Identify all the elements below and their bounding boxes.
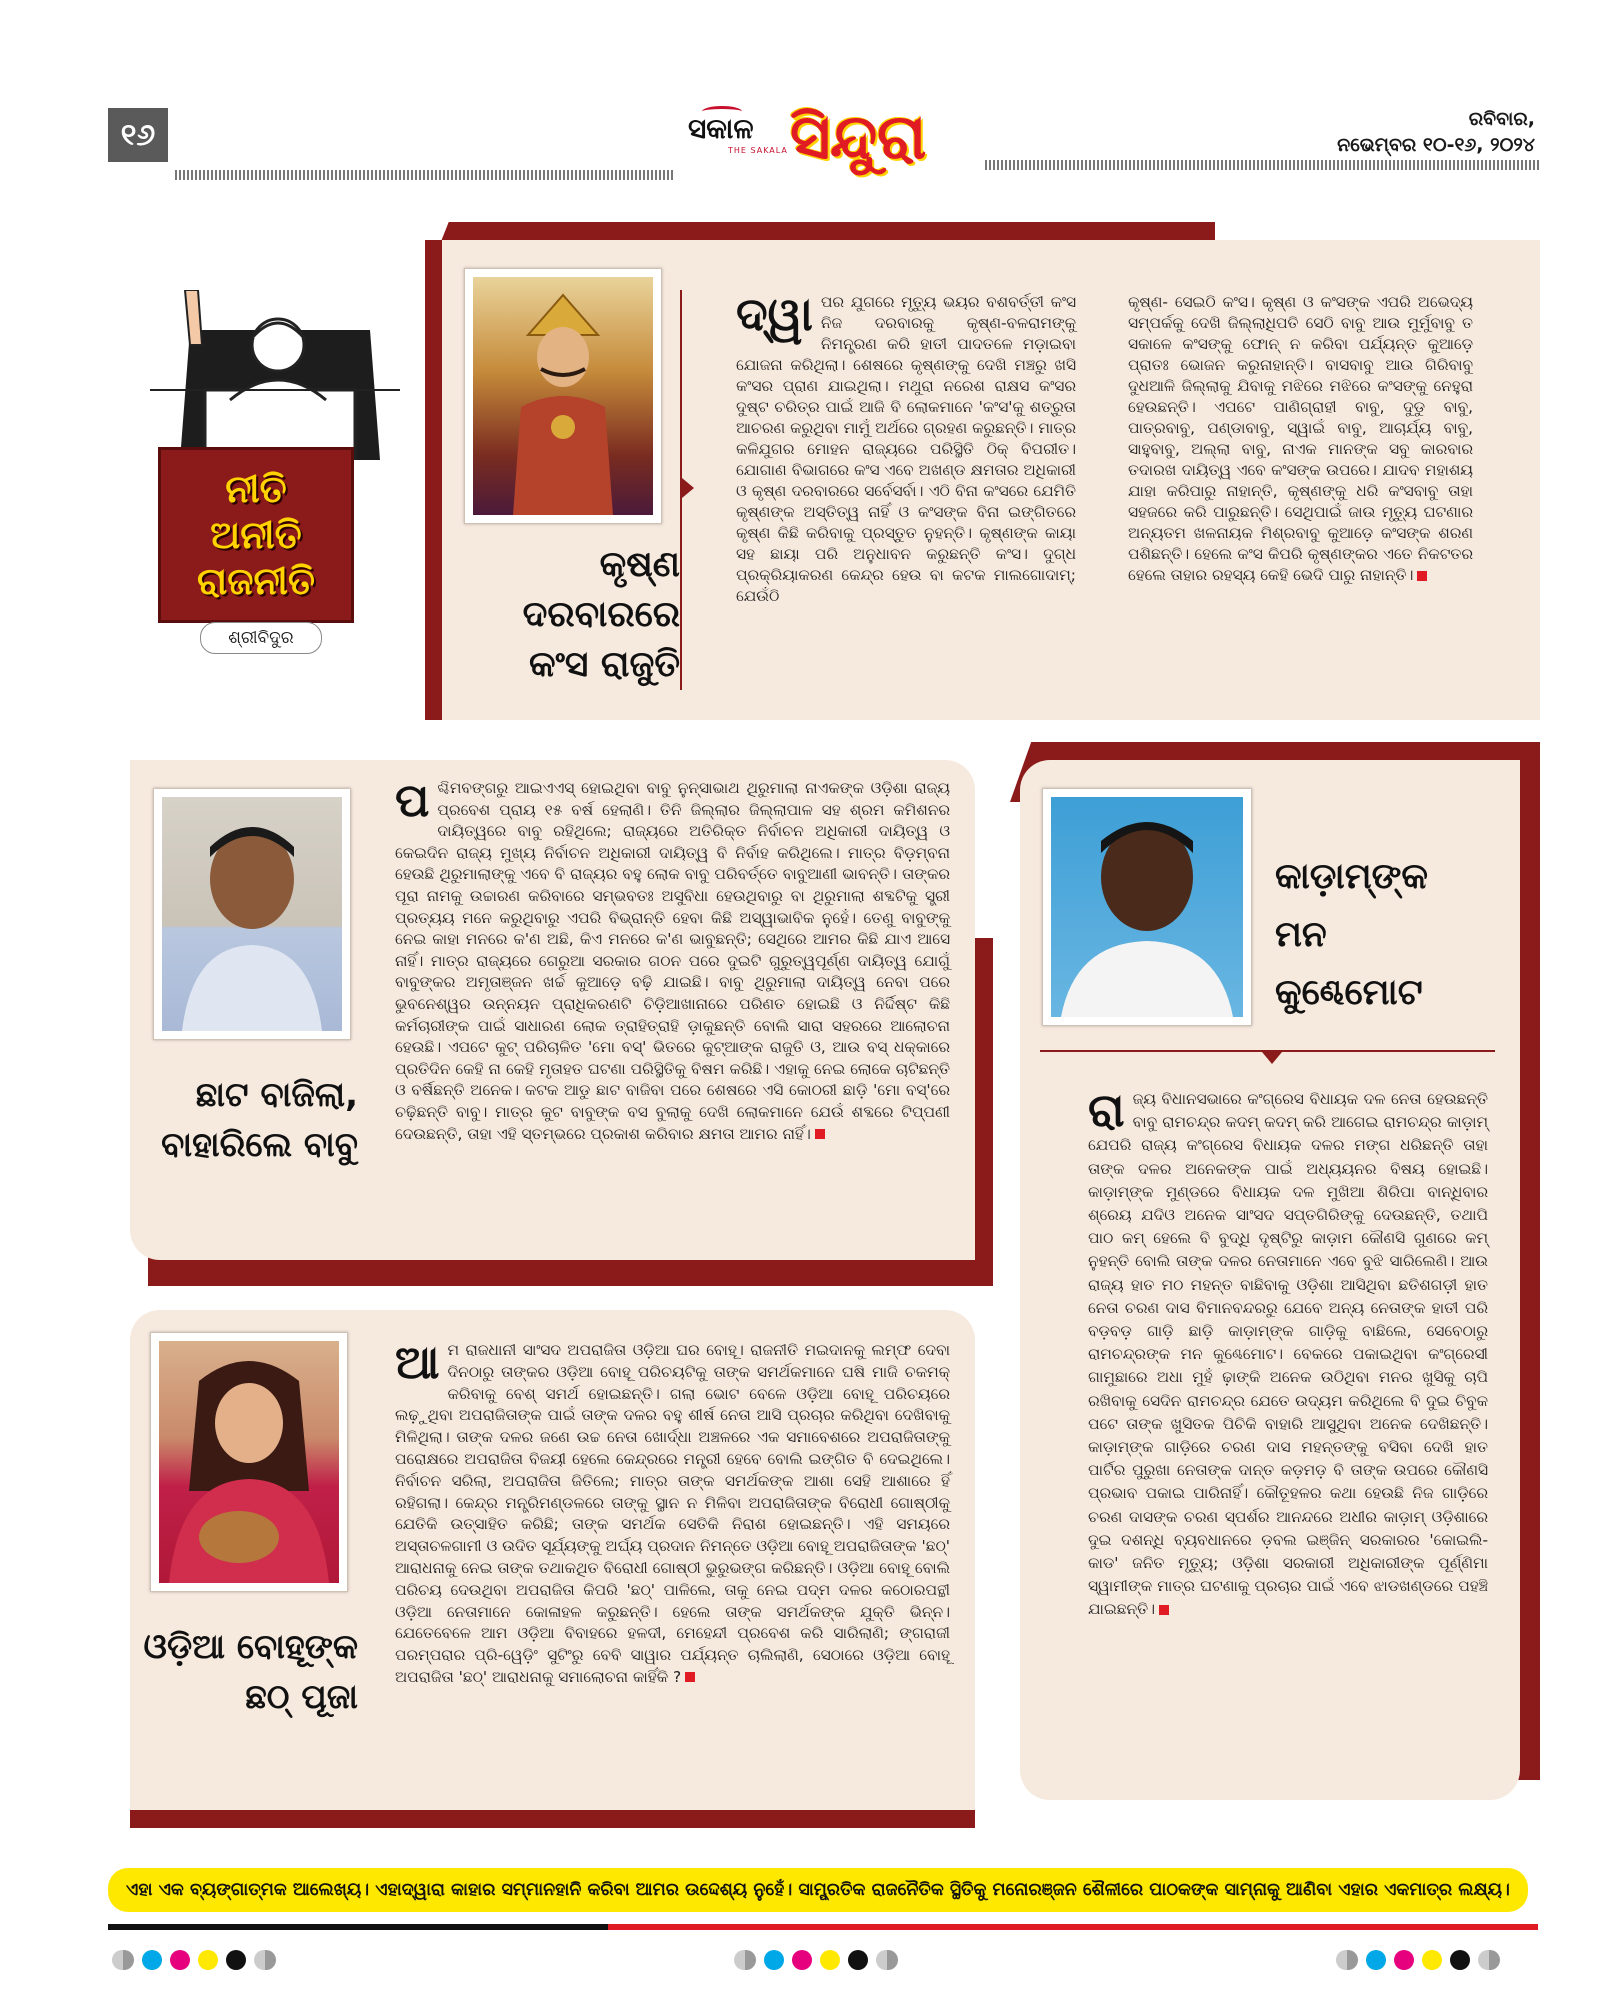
registration-marks <box>112 1950 276 1970</box>
thirumala-portrait-photo <box>153 788 351 1040</box>
panel-accent <box>1518 760 1540 1780</box>
end-mark <box>1159 1605 1169 1615</box>
column-logo <box>158 447 354 623</box>
person-figure-icon <box>1051 797 1243 1017</box>
end-mark <box>685 1672 695 1682</box>
person-figure-icon <box>162 797 342 1031</box>
column-logo-line: ଅନୀତି <box>210 513 302 557</box>
dropcap: ଆ <box>395 1335 440 1389</box>
kadam-portrait-photo <box>1042 788 1252 1026</box>
politician-podium-icon <box>150 290 400 460</box>
person-figure-icon <box>159 1341 339 1583</box>
article-krushna-col2: କୃଷ୍ଣ- ସେଇଠି କଂସ। କୃଷ୍ଣ ଓ କଂସଙ୍କ ଏପରି ଅଭେଦ୍ୟ ସମ୍ପର୍କକୁ ଦେଖି ଜିଲ୍ଲାଧିପତି ସେଠି ବାବୁ ଆଉ ମୁର୍ମୁବାବୁ ତ ସକାଳେ କଂସଙ୍କୁ ଫୋନ୍ ନ କରିବା ପର୍ଯ୍ୟନ୍ତ କୁଆଡ଼େ ପ୍ରାତଃ ଭୋଜନ କରୁନାହାନ୍ତି। ବାସବାବୁ ଆଉ ଗିରିବାବୁ ଦୁଧଆଳି ଜିଲ୍ଲାକୁ ଯିବାକୁ ମଝିରେ ମଝିରେ କଂସଙ୍କୁ ନେହୁରା ହେଉଛନ୍ତି। ଏପଟେ ପାଣିଗ୍ରାହୀ ବାବୁ, ଦୁଡୁ ବାବୁ, ପାତ୍ରବାବୁ, ପଣ୍ଡାବାବୁ, ସ୍ୱାଇଁ ବାବୁ, ଆଚାର୍ଯ୍ୟ ବାବୁ, ସାହୁବାବୁ, ଅଲ୍ଲା ବାବୁ, ନାଏକ ମାନଙ୍କ ସବୁ କାରବାର ତଦାରଖ ଦାୟିତ୍ୱ ଏବେ କଂସଙ୍କ ଉପରେ। ଯାଦବ ମହାଶୟ ଯାହା କରିପାରୁ ନାହାନ୍ତି, କୃଷ୍ଣଙ୍କୁ ଧରି କଂସବାବୁ ତାହା ସହଜରେ କରି ପାରୁଛନ୍ତି। ସେଥିପାଇଁ ଜାଉ ମୃତ୍ୟୁ ଘଟଣାର ଅନ୍ୟତମ ଖଳନାୟକ ମିଶ୍ରବାବୁ କୁଆଡ଼େ କଂସଙ୍କ ଶରଣ ପଶିଛନ୍ତି। ହେଲେ କଂସ କିପରି କୃଷ୍ଣଙ୍କର ଏତେ ନିକଟତର ହେଲେ ତାହାର ରହସ୍ୟ କେହି ଭେଦି ପାରୁ ନାହାନ୍ତି। <box>1128 293 1473 584</box>
page-number: ୧୬ <box>108 108 168 162</box>
end-mark <box>1417 571 1427 581</box>
brand-primary: ସକାଳ <box>688 112 754 146</box>
article-krushna-col1: ଦ୍ୱା ପର ଯୁଗରେ ମୃତ୍ୟୁ ଭୟର ବଶବର୍ତ୍ତୀ କଂସ ନିଜ ଦରବାରକୁ କୃଷ୍ଣ-ବଳରାମଙ୍କୁ ନିମନ୍ତ୍ରଣ କରି ହାତୀ ପାଦତଳେ ମଡ଼ାଇବା ଯୋଜନା କରିଥିଲା। ଶେଷରେ କୃଷ୍ଣଙ୍କୁ ଦେଖି ମଞ୍ଚରୁ ଖସି କଂସର ପ୍ରାଣ ଯାଇଥିଲା। ମଥୁରା ନରେଶ ରାକ୍ଷସ କଂସର ଦୁଷ୍ଟ ଚରିତ୍ର ପାଇଁ ଆଜି ବି ଲୋକମାନେ 'କଂସ'କୁ ଶତ୍ରୁତା ଆଚରଣ କରୁଥିବା ମାମୁଁ ଅର୍ଥରେ ଗ୍ରହଣ କରୁଛନ୍ତି। ମାତ୍ର କଳିଯୁଗର ମୋହନ ରାଜ୍ୟରେ ପରିସ୍ଥିତି ଠିକ୍ ବିପରୀତ। ଯୋଗାଣ ବିଭାଗରେ କଂସ ଏବେ ଅଖଣ୍ଡ କ୍ଷମତାର ଅଧିକାରୀ ଓ କୃଷ୍ଣ ଦରବାରରେ ସର୍ବେସର୍ବା। ଏଠି ବିନା କଂସରେ ଯେମିତି କୃଷ୍ଣଙ୍କ ଅସ୍ତିତ୍ୱ ନାହିଁ ଓ କଂସଙ୍କ ବିନା ଇଙ୍ଗିତରେ କୃଷ୍ଣ କିଛି କରିବାକୁ ପ୍ରସ୍ତୁତ ନୁହନ୍ତି। କୃଷ୍ଣଙ୍କ କାୟା ସହ ଛାୟା ପରି ଅନୁଧାବନ କରୁଛନ୍ତି କଂସ। ଦୁଗ୍ଧ ପ୍ରକ୍ରିୟାକରଣ କେନ୍ଦ୍ର ହେଉ ବା କଟକ ମାଲଗୋଦାମ୍; ଯେଉଁଠି <box>736 287 1076 605</box>
kansa-portrait-photo <box>464 268 662 524</box>
masthead-rule-left <box>175 170 675 180</box>
masthead-date: ନଭେମ୍ବର ୧୦-୧୬, ୨୦୨୪ <box>1337 134 1535 156</box>
masthead-day: ରବିବାର, <box>1468 108 1535 130</box>
color-strip <box>108 1924 608 1930</box>
article-chhata-body: ପଶ୍ଚିମବଙ୍ଗରୁ ଆଇଏଏସ୍ ହୋଇଥିବା ବାବୁ ନୁନ୍ସାଭାଥ ଥିରୁମାଲା ନାଏକଙ୍କ ଓଡ଼ିଶା ରାଜ୍ୟ ପ୍ରବେଶ ପ୍ରାୟ ୧୫ ବର୍ଷ ହେଲାଣି। ତିନି ଜିଲ୍ଲାର ଜିଲ୍ଲାପାଳ ସହ ଶ୍ରମ କମିଶନର ଦାୟିତ୍ୱରେ ବାବୁ ରହିଥିଲେ; ରାଜ୍ୟରେ ଅତିରିକ୍ତ ନିର୍ବାଚନ ଅଧିକାରୀ ଦାୟିତ୍ୱ ଓ କେଇଦିନ ରାଜ୍ୟ ମୁଖ୍ୟ ନିର୍ବାଚନ ଅଧିକାରୀ ଦାୟିତ୍ୱ ବି ନିର୍ବାହ କରିଥିଲେ। ମାତ୍ର ବିଡ଼ମ୍ବନା ହେଉଛି ଥିରୁମାଲାଙ୍କୁ ଏବେ ବି ରାଜ୍ୟର ବହୁ ଲୋକ ବାବୁ ପରିବର୍ତ୍ତେ ବାବୁଆଣୀ ଭାବନ୍ତି। ତାଙ୍କର ପୂରା ନାମକୁ ଉଚ୍ଚାରଣ କରିବାରେ ସମ୍ଭବତଃ ଅସୁବିଧା ହେଉଥିବାରୁ ବା ଥିରୁମାଲା ଶବ୍ଦଟିକୁ ସ୍ତ୍ରୀ ପ୍ରତ୍ୟୟ ମନେ କରୁଥିବାରୁ ଏପରି ବିଭ୍ରାନ୍ତି ହେବା କିଛି ଅସ୍ୱାଭାବିକ ନୁହେଁ। ତେଣୁ ବାବୁଙ୍କୁ ନେଇ କାହା ମନରେ କ'ଣ ଅଛି, କିଏ ମନରେ କ'ଣ ଭାବୁଛନ୍ତି; ସେଥିରେ ଆମର କିଛି ଯାଏ ଆସେ ନାହିଁ। ମାତ୍ର ରାଜ୍ୟରେ ଗେରୁଆ ସରକାର ଗଠନ ପରେ ଦୁଇଟି ଗୁରୁତ୍ୱପୂର୍ଣ୍ଣ ଦାୟିତ୍ୱ ଯୋଗୁଁ ବାବୁଙ୍କର ଅମୃତାଞ୍ଜନ ଖର୍ଚ୍ଚ କୁଆଡ଼େ ବଢ଼ି ଯାଇଛି। ବାବୁ ଥିରୁମାଲା ଦାୟିତ୍ୱ ନେବା ପରେ ଭୁବନେଶ୍ୱର ଉନ୍ନୟନ ପ୍ରାଧିକରଣଟି ଚିଡ଼ିଆଖାନାରେ ପରିଣତ ହୋଇଛି ଓ ନିର୍ଦ୍ଦିଷ୍ଟ କିଛି କର୍ମଚାରୀଙ୍କ ପାଇଁ ସାଧାରଣ ଲୋକ ତ୍ରାହିତ୍ରାହି ଡ଼ାକୁଛନ୍ତି ବୋଲି ସାରା ସହରରେ ଆଲୋଚନା ହେଉଛି। ଏପଟେ କୁଟ୍ ପରିଚାଳିତ 'ମୋ ବସ୍' ଭିତରେ କୁଟ୍ଆଙ୍କ ରାଜୁତି ଓ, ଆଉ ବସ୍ ଧକ୍କାରେ ପ୍ରତିଦିନ କେହି ନା କେହି ମୃତାହତ ଘଟଣା ପରିସ୍ଥିତିକୁ ବିଷମ କରିଛି। ଏହାକୁ ନେଇ ଲୋକେ ଚାଟିଛନ୍ତି ଓ ବର୍ଷିଛନ୍ତି ଅନେକ। କଟକ ଆଡୁ ଛାଟ ବାଜିବା ପରେ ଶେଷରେ ଏସି କୋଠରୀ ଛାଡ଼ି 'ମୋ ବସ୍'ରେ ଚଢ଼ିଛନ୍ତି ବାବୁ। ମାତ୍ର କୁଟ ବାବୁଙ୍କ ବସ ବୁଲାକୁ ଦେଖି ଲୋକମାନେ ଯେଉଁ ଶବ୍ଦରେ ଟିପ୍ପଣୀ ଦେଉଛନ୍ତି, ତାହା ଏହି ସ୍ତମ୍ଭରେ ପ୍ରକାଶ କରିବାର କ୍ଷମତା ଆମର ନାହିଁ। <box>395 773 950 1143</box>
arrow-marker <box>682 478 694 498</box>
aparajita-portrait-photo <box>150 1332 348 1592</box>
headline-bohu: ଓଡ଼ିଆ ବୋହୂଙ୍କ ଛଠ୍ ପୂଜା <box>143 1627 358 1717</box>
color-strip <box>608 1924 1538 1930</box>
dropcap: ଦ୍ୱା <box>736 287 813 341</box>
column-logo-line: ନୀତି <box>225 467 287 511</box>
arrow-marker <box>1262 1052 1282 1064</box>
brand-secondary: ସିନ୍ଦୁରା <box>790 100 927 173</box>
dropcap: ରା <box>1088 1083 1125 1137</box>
brand-primary-sub: THE SAKALA <box>728 146 788 155</box>
headline-krushna: କୃଷ୍ଣ ଦରବାରରେ କଂସ ରାଜୁତି <box>522 544 680 685</box>
headline-chhata: ଛାଟ ବାଜିଲା, ବାହାରିଲେ ବାବୁ <box>161 1075 358 1165</box>
column-logo-line: ରାଜନୀତି <box>196 559 316 603</box>
end-mark <box>815 1129 825 1139</box>
column-author: ଶ୍ରୀବିଦୁର <box>200 622 322 654</box>
panel-accent <box>975 938 993 1286</box>
registration-marks <box>734 1950 898 1970</box>
panel-accent <box>130 1810 975 1828</box>
registration-marks <box>1336 1950 1500 1970</box>
kansa-figure-icon <box>473 277 653 515</box>
article-bohu-body: ଆମ ରାଜଧାନୀ ସାଂସଦ ଅପରାଜିତା ଓଡ଼ିଆ ଘର ବୋହୂ। ରାଜନୀତି ମଇଦାନକୁ ଲମ୍ଫ ଦେବା ଦିନଠାରୁ ତାଙ୍କର ଓଡ଼ିଆ ବୋହୂ ପରିଚୟଟିକୁ ତାଙ୍କ ସମର୍ଥକମାନେ ଘଷି ମାଜି ଚକମକ୍ କରିବାକୁ ବେଶ୍ ସମର୍ଥ ହୋଇଛନ୍ତି। ଗଲା ଭୋଟ ବେଳେ ଓଡ଼ିଆ ବୋହୂ ପରିଚୟରେ ଲଢ଼ୁଥିବା ଅପରାଜିତାଙ୍କ ପାଇଁ ତାଙ୍କ ଦଳର ବହୁ ଶୀର୍ଷ ନେତା ଆସି ପ୍ରଚାର କରିଥିବା ଦେଖିବାକୁ ମିଳିଥିଲା। ତାଙ୍କ ଦଳର ଜଣେ ଉଚ୍ଚ ନେତା ଖୋର୍ଦ୍ଧା ଅଞ୍ଚଳରେ ଏକ ସମାବେଶରେ ଅପରାଜିତାଙ୍କୁ ପରୋକ୍ଷରେ ଅପରାଜିତା ବିଜୟୀ ହେଲେ କେନ୍ଦ୍ରରେ ମନ୍ତ୍ରୀ ହେବେ ବୋଲି ଇଙ୍ଗିତ ବି ଦେଇଥିଲେ। ନିର୍ବାଚନ ସରିଲା, ଅପରାଜିତା ଜିତିଲେ; ମାତ୍ର ତାଙ୍କ ସମର୍ଥକଙ୍କ ଆଶା ସେହି ଆଶାରେ ହିଁ ରହିଗଲା। କେନ୍ଦ୍ର ମନ୍ତ୍ରିମଣ୍ଡଳରେ ତାଙ୍କୁ ସ୍ଥାନ ନ ମିଳିବା ଅପରାଜିତାଙ୍କ ବିରୋଧୀ ଗୋଷ୍ଠୀକୁ ଯେତିକି ଉତ୍ସାହିତ କରିଛି; ତାଙ୍କ ସମର୍ଥକ ସେତିକି ନିରାଶ ହୋଇଛନ୍ତି। ଏହି ସମୟରେ ଅସ୍ତାଚଳଗାମୀ ଓ ଉଦିତ ସୂର୍ଯ୍ୟଙ୍କୁ ଅର୍ଘ୍ୟ ପ୍ରଦାନ ନିମନ୍ତେ ଓଡ଼ିଆ ବୋହୂ ଅପରାଜିତାଙ୍କ 'ଛଠ୍' ଆରାଧନାକୁ ନେଇ ତାଙ୍କ ତଥାକଥିତ ବିରୋଧୀ ଗୋଷ୍ଠୀ ଭୁରୁଭଙ୍ଗ କରିଛନ୍ତି। ଓଡ଼ିଆ ବୋହୂ ବୋଲି ପରିଚୟ ଦେଉଥିବା ଅପରାଜିତା କିପରି 'ଛଠ୍' ପାଳିଲେ, ତାକୁ ନେଇ ପଦ୍ମ ଦଳର କଠୋରପନ୍ଥୀ ଓଡ଼ିଆ ନେତାମାନେ କୋଳାହଳ କରୁଛନ୍ତି। ହେଲେ ତାଙ୍କ ସମର୍ଥକଙ୍କ ଯୁକ୍ତି ଭିନ୍ନ। ଯେତେବେଳେ ଆମ ଓଡ଼ିଆ ବିବାହରେ ହଳଦୀ, ମେହେନ୍ଦୀ ପ୍ରବେଶ କରି ସାରିଲାଣି; ଙ୍ଗରାଜୀ ପରମ୍ପରାର ପ୍ରି-ୱେଡ଼ିଂ ସୁଟିଂରୁ ବେବି ସାୱାର ପର୍ଯ୍ୟନ୍ତ ଚାଲିଲାଣି, ସେଠାରେ ଓଡ଼ିଆ ବୋହୂ ଅପରାଜିତା 'ଛଠ୍' ଆରାଧନାକୁ ସମାଲୋଚନା କାହିଁକି ? <box>395 1335 950 1686</box>
disclaimer-banner: ଏହା ଏକ ବ୍ୟଙ୍ଗାତ୍ମକ ଆଲେଖ୍ୟ। ଏହାଦ୍ୱାରା କାହାର ସମ୍ମାନହାନି କରିବା ଆମର ଉଦ୍ଦେଶ୍ୟ ନୁହେଁ। ସାମ୍ପ୍ରତିକ ରାଜନୈତିକ ସ୍ଥିତିକୁ ମନୋରଞ୍ଜନ ଶୈଳୀରେ ପାଠକଙ୍କ ସାମ୍ନାକୁ ଆଣିବା ଏହାର ଏକମାତ୍ର ଲକ୍ଷ୍ୟ। <box>108 1868 1528 1912</box>
masthead-rule-right <box>985 160 1540 170</box>
article-kadam-body: ରାଜ୍ୟ ବିଧାନସଭାରେ କଂଗ୍ରେସ ବିଧାୟକ ଦଳ ନେତା ହେଉଛନ୍ତି ବାବୁ ରାମଚନ୍ଦ୍ର କଦମ୍ କଦମ୍ କରି ଆଗେଇ ରାମଚନ୍ଦ୍ର କାଡ଼ାମ୍ ଯେପରି ରାଜ୍ୟ କଂଗ୍ରେସ ବିଧାୟକ ଦଳର ମଙ୍ଗ ଧରିଛନ୍ତି ତାହା ତାଙ୍କ ଦଳର ଅନେକଙ୍କ ପାଇଁ ଅଧ୍ୟୟନର ବିଷୟ ହୋଇଛି। କାଡ଼ାମ୍‌ଙ୍କ ମୁଣ୍ଡରେ ବିଧାୟକ ଦଳ ମୁଖିଆ ଶିରିପା ବାନ୍ଧିବାର ଶ୍ରେୟ ଯଦିଓ ଅନେକ ସାଂସଦ ସପ୍ତଗିରିଙ୍କୁ ଦେଉଛନ୍ତି, ତଥାପି ପାଠ କମ୍ ହେଲେ ବି ବୁଦ୍ଧି ଦୃଷ୍ଟିରୁ କାଡ଼ାମ କୌଣସି ଗୁଣରେ କମ୍ ନୁହନ୍ତି ବୋଲି ତାଙ୍କ ଦଳର ନେତାମାନେ ଏବେ ବୁଝି ସାରିଲେଣି। ଆଉ ରାଜ୍ୟ ହାତ ମଠ ମହନ୍ତ ବାଛିବାକୁ ଓଡ଼ିଶା ଆସିଥିବା ଛତିଶଗଡ଼ୀ ହାତ ନେତା ଚରଣ ଦାସ ବିମାନବନ୍ଦରରୁ ଯେବେ ଅନ୍ୟ ନେତାଙ୍କ ହାତୀ ପରି ବଡ଼ବଡ଼ ଗାଡ଼ି ଛାଡ଼ି କାଡ଼ାମ୍‌ଙ୍କ ଗାଡ଼ିକୁ ବାଛିଲେ, ସେବେଠାରୁ ରାମଚନ୍ଦ୍ରଙ୍କ ମନ କୁଣ୍ଢେମୋଟ। ବେକରେ ପକାଇଥିବା କଂଗ୍ରେସୀ ଗାମୁଛାରେ ଅଧା ମୁହଁ ଢ଼ାଙ୍କି ଅନେକ ଉଠିଥିବା ମନର ଖୁସିକୁ ଚାପି ରଖିବାକୁ ସେଦିନ ରାମଚନ୍ଦ୍ର ଯେତେ ଉଦ୍ୟମ କରିଥିଲେ ବି ଦୁଇ ଚିବୁକ ପଟେ ତାଙ୍କ ଖୁସିତକ ପିଚିକି ବାହାରି ଆସୁଥିବା ଅନେକ ଦେଖିଛନ୍ତି। କାଡ଼ାମ୍‌ଙ୍କ ଗାଡ଼ିରେ ଚରଣ ଦାସ ମହନ୍ତଙ୍କୁ ବସିବା ଦେଖି ହାତ ପାର୍ଟିର ପୁରୁଖା ନେତାଙ୍କ ଦାନ୍ତ କଡ଼ମଡ଼ ବି ତାଙ୍କ ଉପରେ କୌଣସି ପ୍ରଭାବ ପକାଇ ପାରିନାହିଁ। କୌତୂହଳର କଥା ହେଉଛି ନିଜ ଗାଡ଼ିରେ ଚରଣ ଦାସଙ୍କ ଚରଣ ସ୍ପର୍ଶର ଆନନ୍ଦରେ ଅଧୀର କାଡ଼ାମ୍ ଓଡ଼ିଶାରେ ଦୁଇ ଦଶନ୍ଧି ବ୍ୟବଧାନରେ ଡ଼ବଲ ଇଞ୍ଜିନ୍ ସରକାରର 'କୋଇଲି-କାଡ' ଜନିତ ମୃତ୍ୟୁ; ଓଡ଼ିଶା ସରକାରୀ ଅଧିକାରୀଙ୍କ ପୂର୍ଣ୍ଣିମା ସ୍ୱାମୀଙ୍କ ମାତ୍ର ଘଟଣାକୁ ପ୍ରଚାର ପାଇଁ ଏବେ ଝାଡଖଣ୍ଡରେ ପହଞ୍ଚି ଯାଇଛନ୍ତି। <box>1088 1083 1488 1619</box>
dropcap: ପ <box>395 773 430 827</box>
headline-kadam: କାଡ଼ାମ୍‌ଙ୍କ ମନ କୁଣ୍ଢେମୋଟ <box>1275 856 1429 1013</box>
